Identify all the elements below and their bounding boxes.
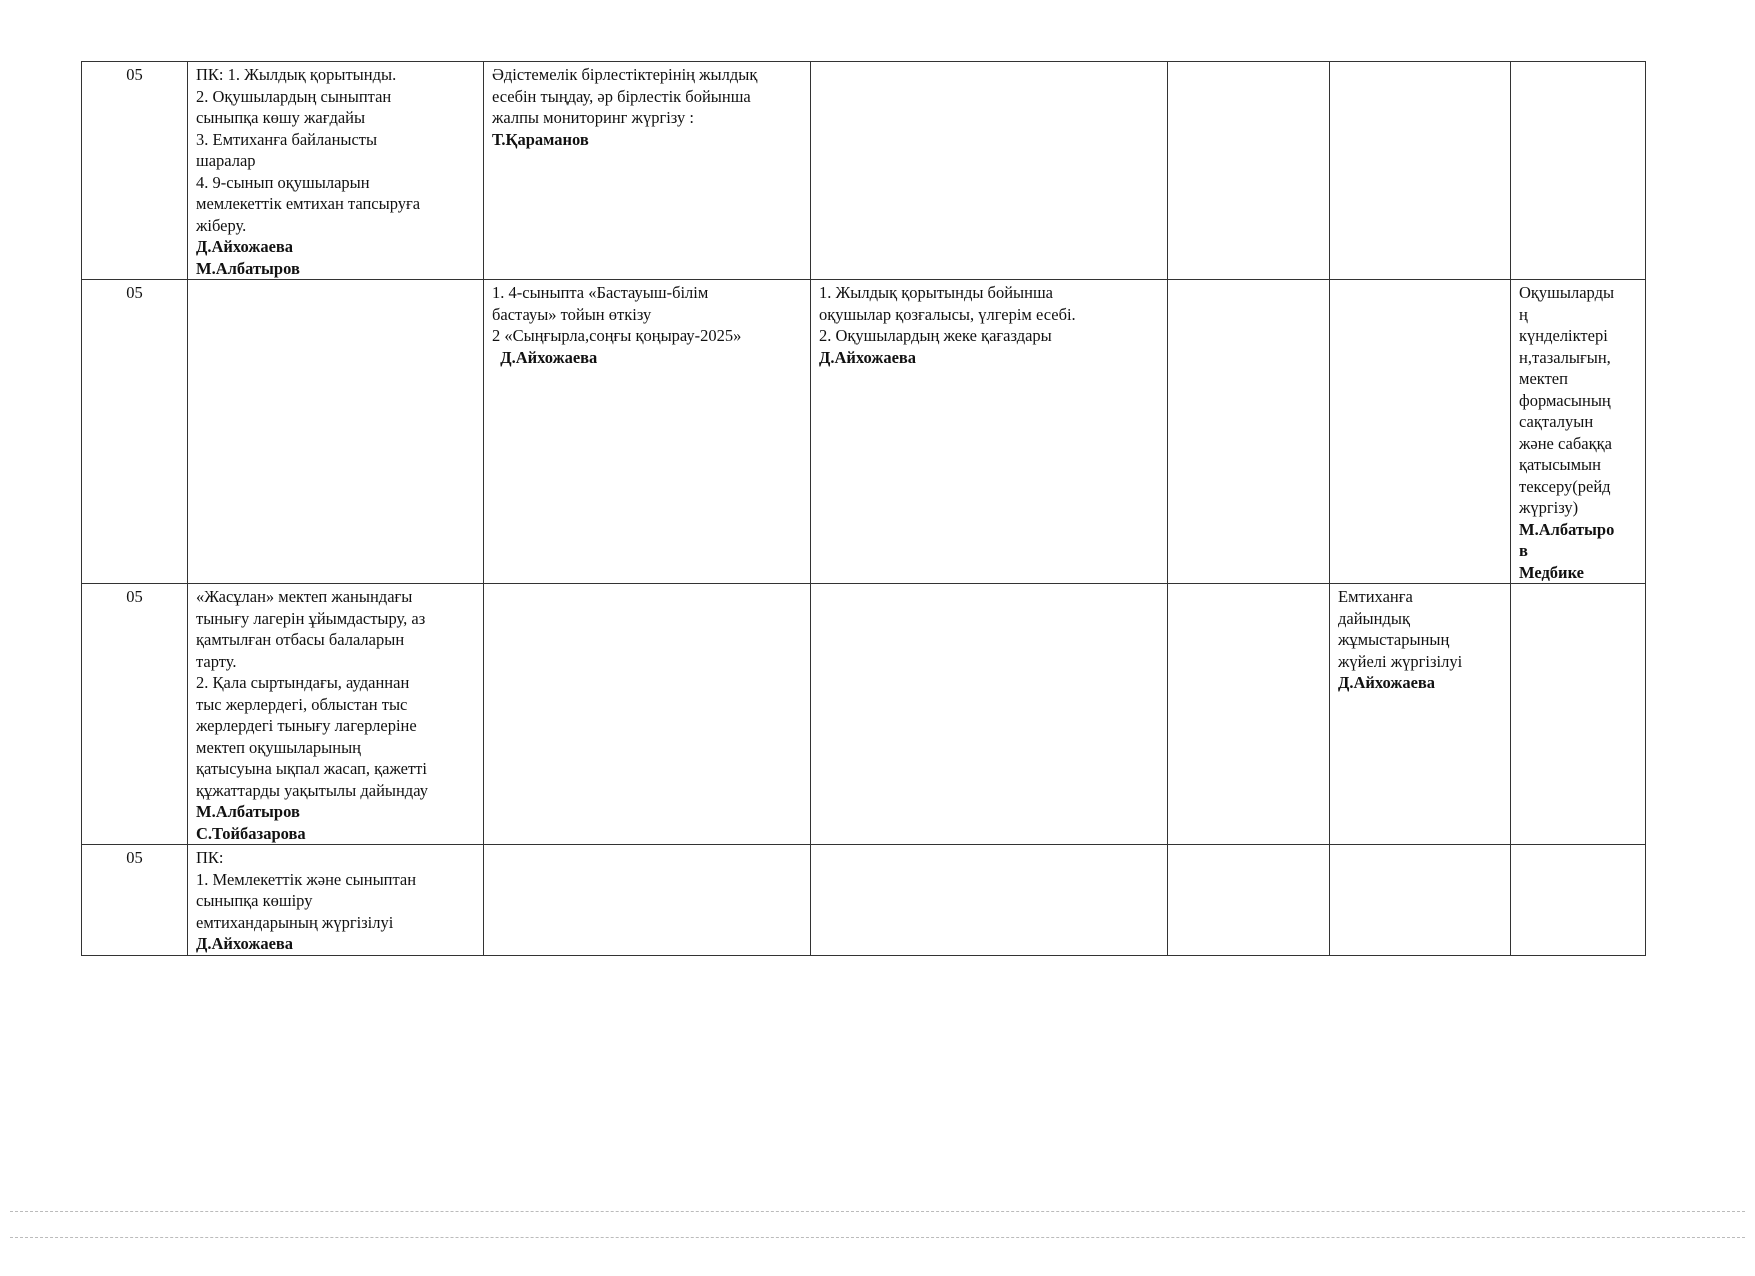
cell-text: жұмыстарының <box>1338 630 1450 649</box>
cell-text: 2. Қала сыртындағы, ауданнан <box>196 673 410 692</box>
cell-exam-prep <box>1330 584 1511 845</box>
scan-artifact-line <box>10 1237 1745 1238</box>
cell-empty <box>1168 845 1330 956</box>
table-row <box>82 280 1646 584</box>
cell-empty <box>811 845 1168 956</box>
responsible-person: Д.Айхожаева <box>196 934 294 953</box>
cell-text: тынығу лагерін ұйымдастыру, аз <box>196 608 426 628</box>
cell-reports <box>811 280 1168 584</box>
cell-text: тарту. <box>196 651 237 671</box>
table-row <box>82 62 1646 280</box>
cell-empty <box>1330 280 1511 584</box>
table-row <box>82 584 1646 845</box>
cell-text: жалпы мониторинг жүргізу : <box>492 108 694 127</box>
plan-table <box>81 61 1646 956</box>
row-number: 05 <box>82 280 188 584</box>
cell-text: оқушылар қозғалысы, үлгерім есебі. <box>819 304 1076 324</box>
responsible-person: Д.Айхожаева <box>196 237 294 256</box>
cell-text: күнделіктері <box>1519 326 1608 345</box>
cell-exams <box>188 845 484 956</box>
cell-text: 2. Оқушылардың жеке қағаздары <box>819 326 1052 345</box>
cell-empty <box>1511 845 1646 956</box>
cell-text: емтихандарының жүргізілуі <box>196 912 394 932</box>
cell-empty <box>484 845 811 956</box>
cell-text: формасының <box>1519 390 1611 410</box>
cell-empty <box>1330 62 1511 280</box>
cell-text: жүргізу) <box>1519 498 1579 517</box>
responsible-person: Д.Айхожаева <box>492 347 598 367</box>
cell-text: қатысымын <box>1519 455 1601 474</box>
cell-text: ПК: 1. Жылдық қорытынды. <box>196 65 397 84</box>
cell-text: мектеп <box>1519 369 1568 388</box>
responsible-person: Медбике <box>1519 562 1584 582</box>
cell-text: Емтиханға <box>1338 587 1413 606</box>
cell-empty <box>1168 584 1330 845</box>
cell-text: 1. 4-сыныпта «Бастауыш-білім <box>492 283 709 302</box>
cell-text: және сабаққа <box>1519 433 1612 453</box>
cell-text: 4. 9-сынып оқушыларын <box>196 172 370 192</box>
cell-empty <box>1168 62 1330 280</box>
cell-text: шаралар <box>196 151 256 170</box>
cell-text: ПК: <box>196 848 224 867</box>
cell-text: тыс жерлердегі, облыстан тыс <box>196 694 408 714</box>
cell-empty <box>1330 845 1511 956</box>
cell-text: жерлердегі тынығу лагерлеріне <box>196 716 417 735</box>
cell-text: 2 «Сыңғырла,соңғы қоңырау-2025» <box>492 326 742 345</box>
cell-camp <box>188 584 484 845</box>
row-number: 05 <box>82 845 188 956</box>
cell-methodical <box>484 62 811 280</box>
row-number: 05 <box>82 584 188 845</box>
cell-text: н,тазалығын, <box>1519 347 1611 367</box>
responsible-person: М.Албатыро <box>1519 519 1615 539</box>
cell-empty <box>811 62 1168 280</box>
cell-empty <box>811 584 1168 845</box>
responsible-person: в <box>1519 541 1528 560</box>
cell-empty <box>188 280 484 584</box>
cell-text: құжаттарды уақытылы дайындау <box>196 780 428 800</box>
cell-text: сақталуын <box>1519 412 1594 431</box>
responsible-person: С.Тойбазарова <box>196 823 306 843</box>
cell-text: «Жасұлан» мектеп жанындағы <box>196 587 413 606</box>
cell-text: дайындық <box>1338 608 1410 628</box>
cell-text: 2. Оқушылардың сыныптан <box>196 86 392 106</box>
cell-measures <box>188 62 484 280</box>
responsible-person: Д.Айхожаева <box>1338 673 1436 692</box>
cell-text: Оқушыларды <box>1519 283 1615 302</box>
cell-text: мемлекеттік емтихан тапсыруға <box>196 194 421 213</box>
responsible-person: Д.Айхожаева <box>819 347 917 367</box>
responsible-person: Т.Қараманов <box>492 129 589 149</box>
responsible-person: М.Албатыров <box>196 802 300 821</box>
cell-text: қатысуына ықпал жасап, қажетті <box>196 759 427 778</box>
responsible-person: М.Албатыров <box>196 258 300 278</box>
cell-events <box>484 280 811 584</box>
cell-text: мектеп оқушыларының <box>196 737 361 757</box>
cell-text: жіберу. <box>196 215 247 235</box>
cell-text: қамтылған отбасы балаларын <box>196 630 405 649</box>
cell-text: жүйелі жүргізілуі <box>1338 651 1463 671</box>
cell-empty <box>1511 62 1646 280</box>
cell-empty <box>1168 280 1330 584</box>
cell-text: 3. Емтиханға байланысты <box>196 129 378 149</box>
cell-inspection <box>1511 280 1646 584</box>
cell-text: есебін тыңдау, әр бірлестік бойынша <box>492 86 751 106</box>
cell-empty <box>1511 584 1646 845</box>
cell-text: сыныпқа көшіру <box>196 891 313 910</box>
scan-artifact-line <box>10 1211 1745 1212</box>
cell-empty <box>484 584 811 845</box>
cell-text: ң <box>1519 304 1528 324</box>
cell-text: бастауы» тойын өткізу <box>492 304 652 324</box>
cell-text: тексеру(рейд <box>1519 476 1611 496</box>
cell-text: Әдістемелік бірлестіктерінің жылдық <box>492 65 758 84</box>
row-number: 05 <box>82 62 188 280</box>
cell-text: 1. Мемлекеттік және сыныптан <box>196 869 417 889</box>
table-row <box>82 845 1646 956</box>
cell-text: сыныпқа көшу жағдайы <box>196 108 366 127</box>
cell-text: 1. Жылдық қорытынды бойынша <box>819 283 1053 302</box>
